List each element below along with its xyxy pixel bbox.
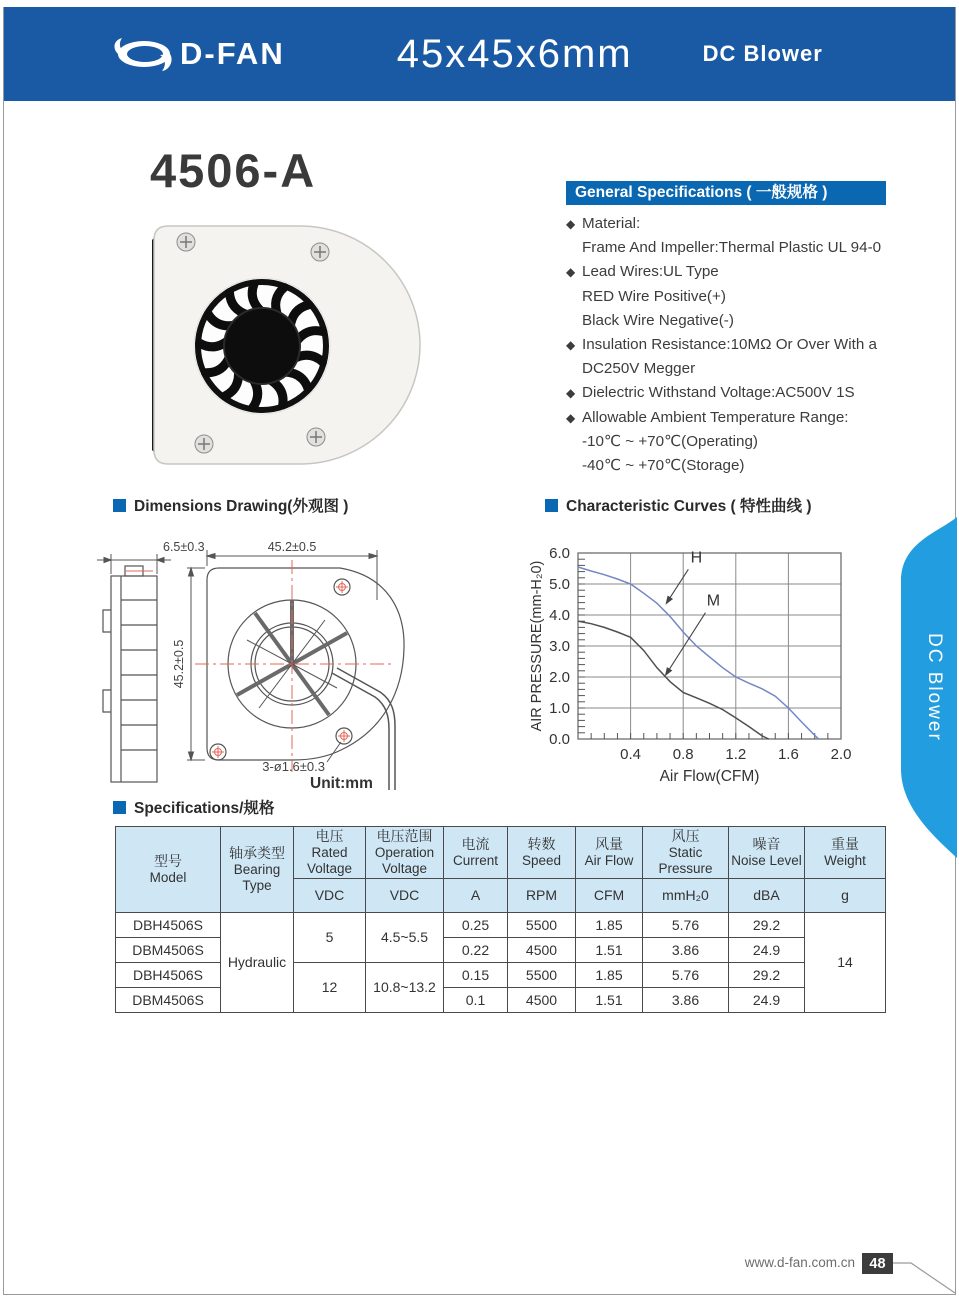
svg-text:1.6: 1.6 bbox=[777, 746, 799, 763]
unit-cfm: CFM bbox=[576, 878, 643, 912]
col-header-airflow: 风量 Air Flow bbox=[576, 827, 643, 879]
dim-side-thickness: 6.5±0.3 bbox=[163, 540, 205, 554]
svg-text:5.0: 5.0 bbox=[549, 576, 570, 593]
col-header-operation-voltage: 电压范围 Operation Voltage bbox=[366, 827, 444, 879]
square-bullet-icon bbox=[113, 801, 126, 814]
curves-section-title: Characteristic Curves ( 特性曲线 ) bbox=[545, 494, 812, 516]
spec-table bbox=[115, 826, 886, 1013]
unit-vdc: VDC bbox=[366, 878, 444, 912]
col-header-noise: 噪音 Noise Level bbox=[729, 827, 805, 879]
product-photo bbox=[140, 216, 450, 474]
page-number-badge: 48 bbox=[862, 1253, 893, 1274]
diamond-bullet-icon: ◆ bbox=[566, 410, 576, 425]
spec-line: ◆ Lead Wires:UL Type bbox=[566, 260, 912, 284]
col-header-model: 型号 Model bbox=[116, 827, 221, 913]
diamond-bullet-icon: ◆ bbox=[566, 386, 576, 401]
diamond-bullet-icon: ◆ bbox=[566, 217, 576, 231]
diamond-bullet-icon: ◆ bbox=[566, 338, 576, 353]
category-title: DC Blower bbox=[702, 41, 823, 66]
spec-line: Frame And Impeller:Thermal Plastic UL 94-0 bbox=[582, 239, 882, 257]
dim-front-width: 45.2±0.5 bbox=[267, 540, 317, 554]
specifications-section-title: Specifications/规格 bbox=[113, 796, 274, 818]
unit-dba: dBA bbox=[729, 878, 805, 912]
svg-text:AIR PRESSURE(mm-H₂0): AIR PRESSURE(mm-H₂0) bbox=[529, 560, 545, 732]
spec-line: ◆ Material: bbox=[566, 212, 912, 236]
svg-text:H: H bbox=[690, 549, 703, 567]
hole-callout: 3-ø1.6±0.3 bbox=[262, 759, 325, 774]
col-header-static-pressure: 风压 Static Pressure bbox=[643, 827, 729, 879]
unit-a: A bbox=[444, 878, 508, 912]
dimensions-drawing bbox=[95, 540, 535, 792]
unit-mmh2o: mmH₂0 bbox=[643, 878, 729, 912]
svg-text:2.0: 2.0 bbox=[830, 746, 852, 763]
unit-rpm: RPM bbox=[508, 878, 576, 912]
svg-text:0.4: 0.4 bbox=[620, 746, 642, 763]
table-row: DBM4506S 0.22 4500 1.51 3.86 24.9 bbox=[116, 937, 886, 962]
header-bar bbox=[4, 7, 955, 101]
svg-text:3.0: 3.0 bbox=[549, 638, 570, 655]
svg-text:1.0: 1.0 bbox=[549, 700, 570, 717]
spec-line: ◆ Allowable Ambient Temperature Range: bbox=[566, 406, 912, 430]
spec-line: DC250V Megger bbox=[582, 360, 696, 378]
table-row: DBM4506S 0.1 4500 1.51 3.86 24.9 bbox=[116, 987, 886, 1012]
dc-blower-side-tab bbox=[901, 517, 957, 858]
brand-logo bbox=[112, 32, 285, 76]
fan-swirl-icon bbox=[112, 32, 174, 76]
spec-line: Black Wire Negative(-) bbox=[582, 311, 734, 329]
spec-line: -40℃ ~ +70℃(Storage) bbox=[582, 457, 745, 475]
col-header-rated-voltage: 电压 Rated Voltage bbox=[294, 827, 366, 879]
unit-label: Unit:mm bbox=[310, 775, 373, 792]
square-bullet-icon bbox=[545, 499, 558, 512]
unit-vdc: VDC bbox=[294, 878, 366, 912]
col-header-current: 电流 Current bbox=[444, 827, 508, 879]
svg-text:1.2: 1.2 bbox=[725, 746, 747, 763]
product-model-title: 4506-A bbox=[150, 144, 317, 197]
general-specs-header: General Specifications ( 一般规格 ) bbox=[566, 181, 886, 205]
svg-text:6.0: 6.0 bbox=[549, 545, 570, 562]
dim-front-height: 45.2±0.5 bbox=[172, 639, 186, 689]
dimensions-section-title: Dimensions Drawing(外观图 ) bbox=[113, 494, 348, 516]
spec-line: -10℃ ~ +70℃(Operating) bbox=[582, 432, 758, 450]
general-specs-list bbox=[566, 212, 912, 478]
unit-g: g bbox=[805, 878, 886, 912]
col-header-weight: 重量 Weight bbox=[805, 827, 886, 879]
svg-text:Air Flow(CFM): Air Flow(CFM) bbox=[659, 768, 760, 785]
brand-name: D-FAN bbox=[180, 36, 285, 71]
diamond-bullet-icon: ◆ bbox=[566, 265, 576, 280]
website-link[interactable]: www.d-fan.com.cn bbox=[744, 1255, 855, 1270]
spec-line: ◆ Dielectric Withstand Voltage:AC500V 1S bbox=[566, 381, 912, 405]
svg-text:M: M bbox=[706, 592, 721, 610]
svg-text:2.0: 2.0 bbox=[549, 669, 570, 686]
col-header-speed: 转数 Speed bbox=[508, 827, 576, 879]
svg-text:0.0: 0.0 bbox=[549, 731, 570, 748]
table-row: DBH4506S Hydraulic 5 4.5~5.5 0.25 5500 1.85 5.76 29.2 14 bbox=[116, 912, 886, 937]
tab-label: DC Blower bbox=[924, 633, 945, 742]
svg-text:4.0: 4.0 bbox=[549, 607, 570, 624]
square-bullet-icon bbox=[113, 499, 126, 512]
curves-svg bbox=[528, 540, 910, 796]
characteristic-curves-chart bbox=[528, 540, 910, 801]
svg-text:0.8: 0.8 bbox=[672, 746, 694, 763]
spec-line: RED Wire Positive(+) bbox=[582, 287, 726, 305]
size-title: 45x45x6mm bbox=[396, 31, 633, 76]
col-header-bearing: 轴承类型 Bearing Type bbox=[221, 827, 294, 913]
table-row: DBH4506S 12 10.8~13.2 0.15 5500 1.85 5.76 29.2 bbox=[116, 962, 886, 987]
spec-line: ◆ Insulation Resistance:10MΩ Or Over With a bbox=[566, 333, 912, 357]
